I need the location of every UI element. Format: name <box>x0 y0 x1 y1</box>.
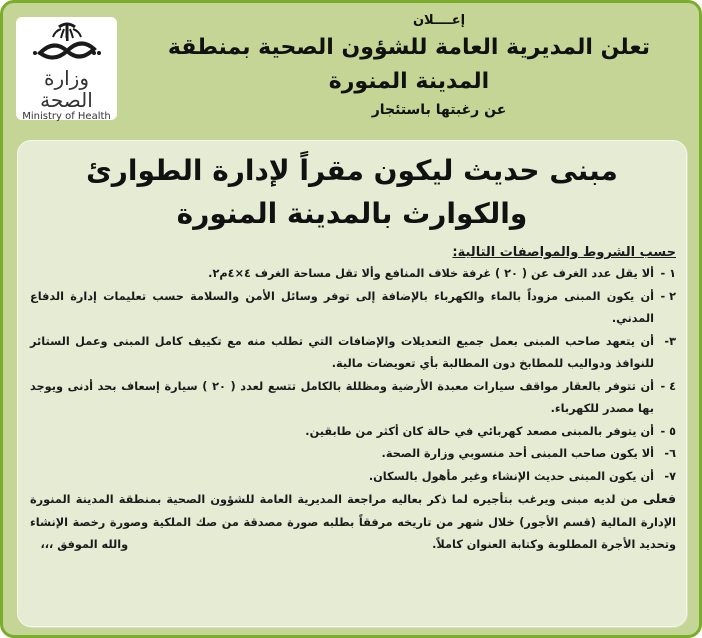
conditions-heading: حسب الشروط والمواصفات التالية: <box>452 245 676 260</box>
condition-text: أن يكون المبنى حديث الإنشاء وغير مأهول بالسكان. <box>368 469 654 483</box>
condition-item <box>30 331 676 376</box>
headline-line-2: والكوارث بالمدينة المنورة <box>176 197 528 230</box>
closing-text: من لديه مبنى ويرغب بتأجيره لما ذكر بعاليه مراجعة المديرية العامة للشؤون الصحية بمنطقة المدينة المنورة الإدارة المالية (قسم الأجور) خلال شهر من تاريخه مرفقاً بطلبه صورة مصدقة من صك الملكية وصورة رخصة الإنشاء وتحديد الأجرة المطلوبة وكتابة العنوان كاملاً. <box>30 493 676 551</box>
condition-item <box>30 466 676 489</box>
condition-number: ٧- <box>664 469 676 483</box>
condition-item <box>30 421 676 444</box>
condition-text: أن يتوفر بالمبنى مصعد كهربائي في حالة كان أكثر من طابقين. <box>305 424 654 438</box>
header-subtitle: عن رغبتها باستئجار <box>371 102 507 118</box>
condition-number: ٥ - <box>660 424 676 438</box>
condition-text: أن يكون المبنى مزوداً بالماء والكهرباء بالإضافة إلى توفر وسائل الأمن والسلامة حسب تعليمات إدارة الدفاع المدني. <box>30 289 654 325</box>
header <box>139 11 679 121</box>
closing-sign-off: والله الموفق ،،، <box>40 538 129 551</box>
condition-number: ٦- <box>664 447 676 460</box>
condition-text: أن تتوفر بالعقار مواقف سيارات معبدة الأرضية ومظللة بالكامل تتسع لعدد ( ٢٠ ) سيارة إسعاف بحد أدنى ويوجد بها مصدر للكهرباء. <box>30 379 655 415</box>
headline <box>18 149 686 235</box>
ministry-logo <box>16 17 117 120</box>
content-panel <box>17 140 687 627</box>
logo-english-name: Ministry of Health <box>22 111 111 122</box>
header-title: تعلن المديرية العامة للشؤون الصحية بمنطقة المدينة المنورة <box>167 35 651 94</box>
moh-palm-logo-icon <box>28 21 106 67</box>
closing-paragraph <box>30 488 676 557</box>
condition-number: ٢ - <box>660 289 676 303</box>
condition-item <box>30 286 676 331</box>
logo-arabic-name: وزارة الصحة <box>40 66 93 112</box>
condition-item <box>30 443 676 466</box>
conditions-body <box>18 243 686 557</box>
condition-item <box>30 376 676 421</box>
condition-number: ٤ - <box>660 379 676 393</box>
condition-number: ١ - <box>660 267 676 280</box>
condition-text: ألا يقل عدد الغرف عن ( ٢٠ ) غرفة خلاف المنافع وألا تقل مساحة الغرف ٤×٤م٢. <box>208 267 654 280</box>
condition-number: ٣- <box>664 334 676 348</box>
condition-text: أن يتعهد صاحب المبنى بعمل جميع التعديلات والإضافات التي تطلب منه مع تكييف كامل المبنى وعمل الستائر للنوافذ ودواليب للمطابخ دون المطالبة بأي تعويضات مالية. <box>30 334 654 370</box>
announcement-label: إعــــلان <box>412 13 466 28</box>
headline-line-1: مبنى حديث ليكون مقراً لإدارة الطوارئ <box>86 154 618 187</box>
condition-text: ألا يكون صاحب المبنى أحد منسوبي وزارة الصحة. <box>381 447 654 460</box>
closing-lead-word: فعلى <box>643 491 677 506</box>
condition-item <box>30 263 676 286</box>
